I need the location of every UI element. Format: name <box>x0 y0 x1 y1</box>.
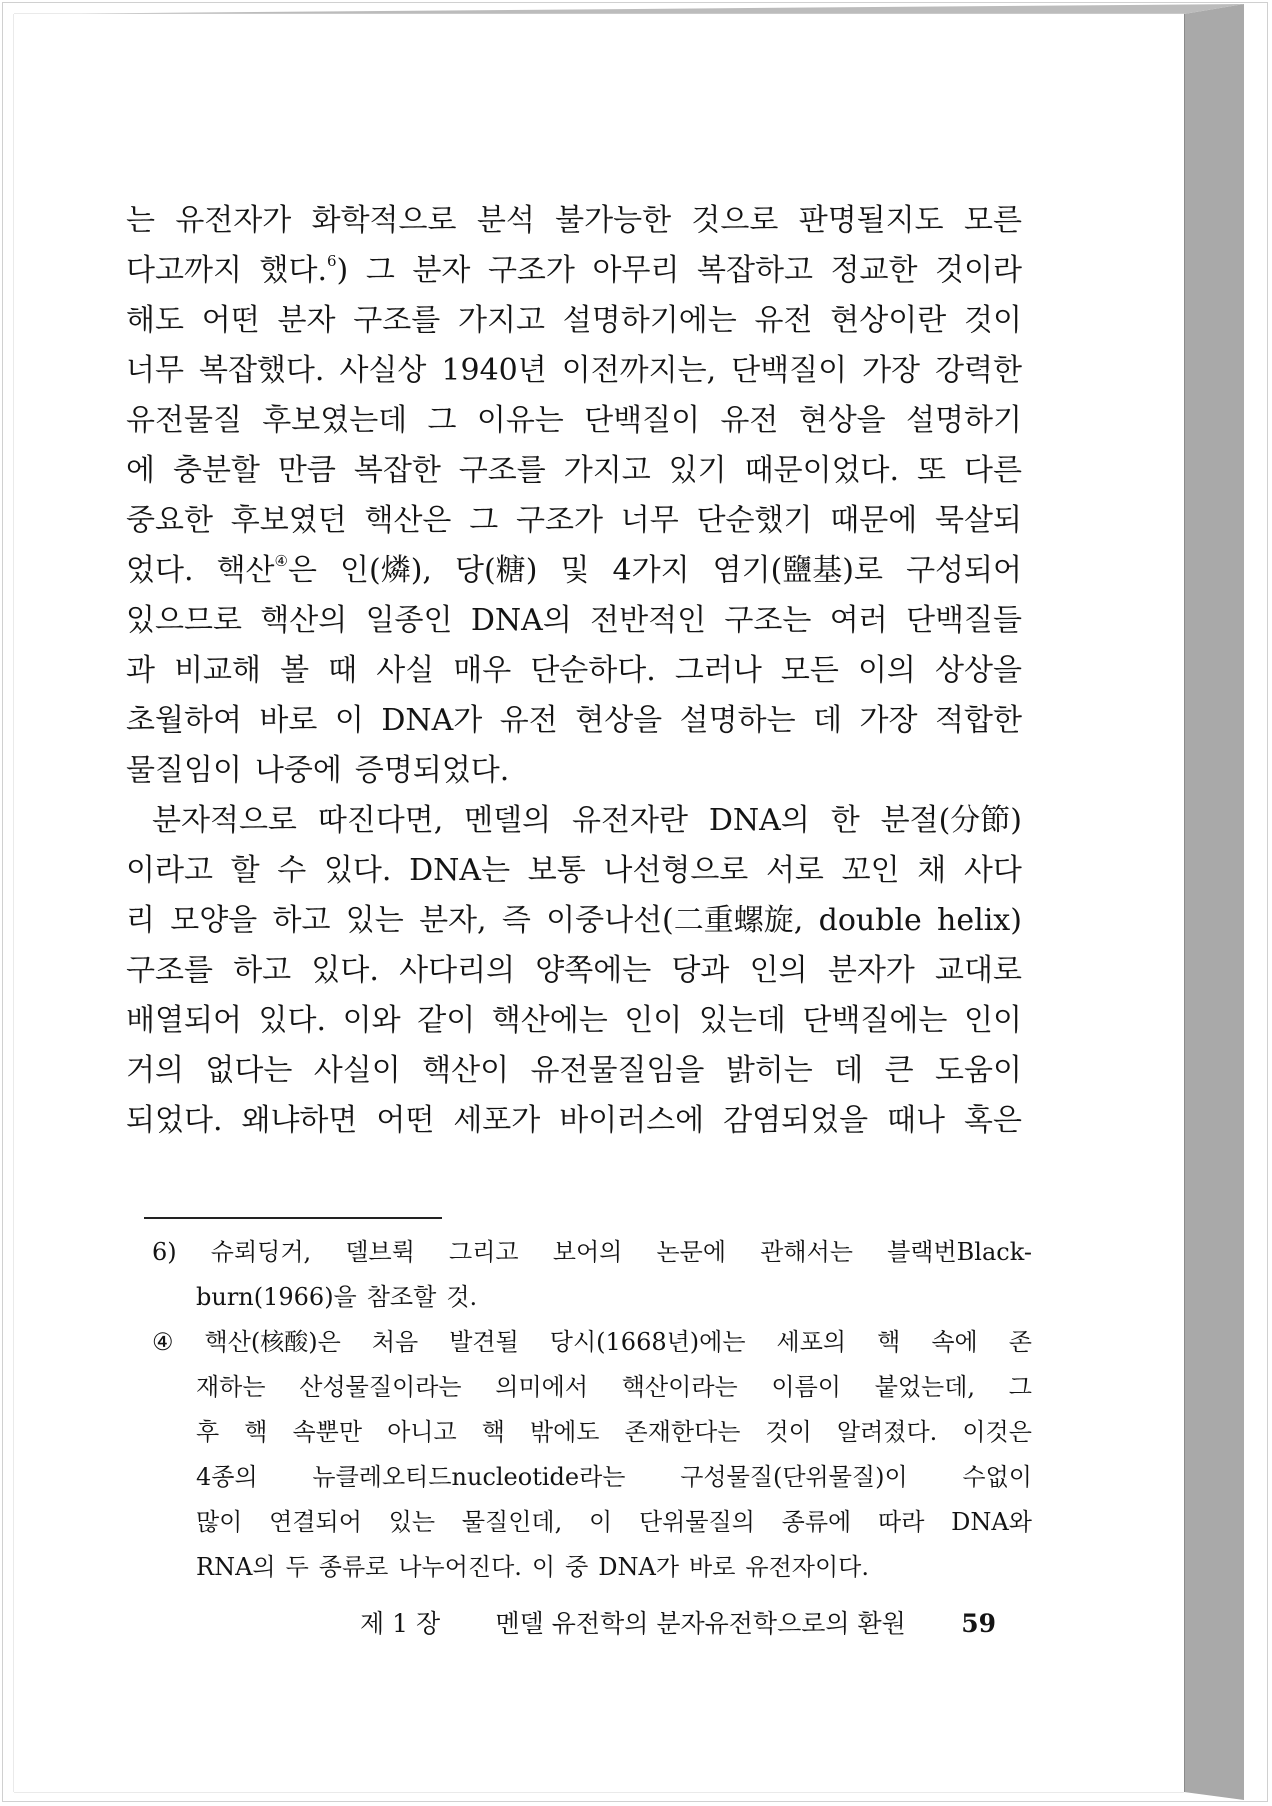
body-line: 이라고 할 수 있다. DNA는 보통 나선형으로 서로 꼬인 채 사다 <box>126 853 1022 888</box>
body-line: 너무 복잡했다. 사실상 1940년 이전까지는, 단백질이 가장 강력한 <box>126 353 1022 388</box>
footnote-line: 4종의 뉴클레오티드nucleotide라는 구성물질(단위물질)이 수없이 <box>196 1463 1032 1491</box>
footnote-line: 후 핵 속뿐만 아니고 핵 밖에도 존재한다는 것이 알려졌다. 이것은 <box>196 1418 1032 1446</box>
body-text <box>126 196 1022 1146</box>
body-line: 분자적으로 따진다면, 멘델의 유전자란 DNA의 한 분절(分節) <box>152 803 1022 838</box>
body-line: 과 비교해 볼 때 사실 매우 단순하다. 그러나 모든 이의 상상을 <box>126 653 1022 688</box>
footer-chapter: 제 1 장 <box>360 1609 441 1638</box>
footnotes <box>152 1230 1032 1590</box>
body-line: 물질임이 나중에 증명되었다. <box>126 753 510 788</box>
body-line: 되었다. 왜냐하면 어떤 세포가 바이러스에 감염되었을 때나 혹은 <box>126 1103 1022 1138</box>
body-line: 배열되어 있다. 이와 같이 핵산에는 인이 있는데 단백질에는 인이 <box>126 1003 1022 1038</box>
page-number: 59 <box>961 1609 996 1638</box>
footer-title: 멘델 유전학의 분자유전학으로의 환원 <box>495 1609 906 1638</box>
body-line: 에 충분할 만큼 복잡한 구조를 가지고 있기 때문이었다. 또 다른 <box>126 453 1022 488</box>
body-line: 구조를 하고 있다. 사다리의 양쪽에는 당과 인의 분자가 교대로 <box>126 953 1022 988</box>
body-line: 중요한 후보였던 핵산은 그 구조가 너무 단순했기 때문에 묵살되 <box>126 503 1022 538</box>
footnote-line: burn(1966)을 참조할 것. <box>196 1283 478 1311</box>
body-line: 있으므로 핵산의 일종인 DNA의 전반적인 구조는 여러 단백질들 <box>126 603 1022 638</box>
footnote-line: 재하는 산성물질이라는 의미에서 핵산이라는 이름이 붙었는데, 그 <box>196 1373 1032 1401</box>
body-line: 었다. 핵산④은 인(燐), 당(糖) 및 4가지 염기(鹽基)로 구성되어 <box>126 552 1022 588</box>
body-line: 거의 없다는 사실이 핵산이 유전물질임을 밝히는 데 큰 도움이 <box>126 1053 1022 1088</box>
footnote-line: 6) 슈뢰딩거, 델브뤽 그리고 보어의 논문에 관해서는 블랙번Black- <box>152 1238 1032 1266</box>
body-line: 리 모양을 하고 있는 분자, 즉 이중나선(二重螺旋, double helix) <box>126 903 1022 938</box>
footnote-separator <box>144 1217 442 1219</box>
footnote-line: RNA의 두 종류로 나누어진다. 이 중 DNA가 바로 유전자이다. <box>196 1553 869 1581</box>
page-footer <box>360 1604 996 1644</box>
footnote-line: 많이 연결되어 있는 물질인데, 이 단위물질의 종류에 따라 DNA와 <box>196 1508 1032 1536</box>
body-line: 유전물질 후보였는데 그 이유는 단백질이 유전 현상을 설명하기 <box>126 403 1022 438</box>
body-line: 해도 어떤 분자 구조를 가지고 설명하기에는 유전 현상이란 것이 <box>126 303 1022 338</box>
body-line: 초월하여 바로 이 DNA가 유전 현상을 설명하는 데 가장 적합한 <box>126 703 1022 738</box>
body-line: 다고까지 했다.$^6$) 그 분자 구조가 아무리 복잡하고 정교한 것이라 <box>126 252 1022 288</box>
footnote-line: ④ 핵산(核酸)은 처음 발견될 당시(1668년)에는 세포의 핵 속에 존 <box>152 1328 1032 1356</box>
body-line: 는 유전자가 화학적으로 분석 불가능한 것으로 판명될지도 모른 <box>126 203 1022 238</box>
